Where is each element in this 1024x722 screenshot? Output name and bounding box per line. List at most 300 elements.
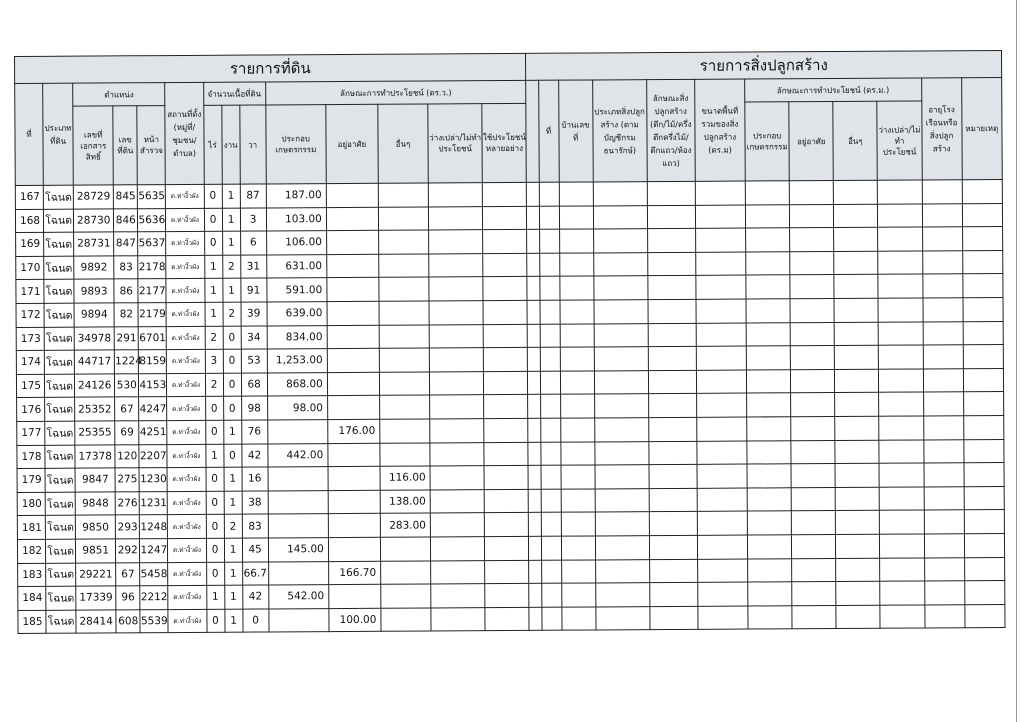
empty-cell <box>594 394 648 418</box>
doc-number: 9848 <box>75 492 115 516</box>
empty-cell <box>648 370 696 394</box>
doc-number: 44717 <box>74 350 114 374</box>
empty-cell <box>528 371 540 395</box>
col-parcel-no: เลขที่ดิน <box>113 106 138 185</box>
empty-cell <box>540 442 560 466</box>
parcel-number: 67 <box>116 562 140 586</box>
empty-cell <box>541 536 561 560</box>
empty-cell <box>541 489 561 513</box>
area-rai: 1 <box>206 585 224 609</box>
empty-cell <box>594 370 648 394</box>
doc-number: 9851 <box>76 539 116 563</box>
land-agri-value: 639.00 <box>267 302 327 326</box>
empty-cell <box>648 252 696 276</box>
empty-cell <box>484 348 528 372</box>
empty-cell <box>922 203 962 227</box>
empty-cell <box>431 537 485 561</box>
doc-type: โฉนด <box>45 468 75 492</box>
parcel-number: 86 <box>114 279 138 303</box>
empty-cell <box>697 441 747 465</box>
area-ngan: 1 <box>224 467 242 491</box>
land-other-value <box>379 348 429 372</box>
empty-cell <box>595 512 649 536</box>
parcel-number: 608 <box>116 609 140 633</box>
empty-cell <box>695 181 745 205</box>
land-other-value <box>379 301 429 325</box>
location: ต.ท่างิ้วผัง <box>167 444 205 468</box>
empty-cell <box>594 323 648 347</box>
parcel-number: 120 <box>115 444 139 468</box>
empty-cell <box>540 371 560 395</box>
empty-cell <box>695 205 745 229</box>
empty-cell <box>835 440 879 464</box>
empty-cell <box>649 512 697 536</box>
doc-type: โฉนด <box>45 397 75 421</box>
empty-cell <box>747 393 791 417</box>
empty-cell <box>836 581 880 605</box>
land-residential-value <box>327 278 379 302</box>
empty-cell <box>962 250 1002 274</box>
area-rai: 0 <box>206 609 224 633</box>
empty-cell <box>963 297 1003 321</box>
col-land-residential: อยู่อาศัย <box>326 104 379 183</box>
area-wa: 66.7 <box>242 561 268 585</box>
empty-cell <box>879 322 923 346</box>
doc-type: โฉนด <box>46 610 76 634</box>
area-wa: 31 <box>240 255 266 279</box>
empty-cell <box>923 298 963 322</box>
empty-cell <box>791 369 835 393</box>
row-number: 171 <box>16 280 44 304</box>
empty-cell <box>922 250 962 274</box>
empty-cell <box>924 463 964 487</box>
empty-cell <box>430 419 484 443</box>
empty-cell <box>560 347 594 371</box>
empty-cell <box>835 369 879 393</box>
empty-cell <box>879 463 923 487</box>
empty-cell <box>748 535 792 559</box>
empty-cell <box>834 322 878 346</box>
col-land-no: ที่ <box>15 83 44 185</box>
survey-page: 1248 <box>140 515 168 539</box>
empty-cell <box>696 275 746 299</box>
empty-cell <box>559 229 593 253</box>
parcel-number: 847 <box>114 232 138 256</box>
empty-cell <box>697 488 747 512</box>
empty-cell <box>649 488 697 512</box>
land-residential-value <box>327 325 379 349</box>
empty-cell <box>529 513 541 537</box>
empty-cell <box>748 605 792 629</box>
empty-cell <box>484 371 528 395</box>
land-residential-value <box>327 254 379 278</box>
doc-type: โฉนด <box>45 374 75 398</box>
empty-cell <box>835 487 879 511</box>
empty-cell <box>924 604 964 628</box>
empty-cell <box>964 439 1004 463</box>
group-building-usage: ลักษณะการทำประโยชน์ (ตร.ม.) <box>745 78 922 102</box>
empty-cell <box>791 464 835 488</box>
empty-cell <box>698 606 748 630</box>
empty-cell <box>924 534 964 558</box>
empty-cell <box>834 275 878 299</box>
doc-number: 9893 <box>74 279 114 303</box>
empty-cell <box>923 416 963 440</box>
land-agri-value <box>268 467 328 491</box>
area-rai: 0 <box>206 538 224 562</box>
empty-cell <box>963 321 1003 345</box>
empty-cell <box>879 416 923 440</box>
doc-number: 28730 <box>74 208 114 232</box>
empty-cell <box>541 560 561 584</box>
doc-number: 29221 <box>76 562 116 586</box>
empty-cell <box>541 607 561 631</box>
empty-cell <box>696 299 746 323</box>
survey-page: 2179 <box>138 303 166 327</box>
area-wa: 42 <box>241 443 267 467</box>
empty-cell <box>697 535 747 559</box>
empty-cell <box>595 536 649 560</box>
empty-cell <box>880 605 924 629</box>
empty-cell <box>429 206 483 230</box>
area-wa: 38 <box>242 491 268 515</box>
empty-cell <box>485 560 529 584</box>
empty-cell <box>790 228 834 252</box>
row-number: 176 <box>17 398 45 422</box>
row-number: 175 <box>16 374 44 398</box>
empty-cell <box>963 345 1003 369</box>
land-agri-value: 542.00 <box>268 585 328 609</box>
doc-type: โฉนด <box>44 209 74 233</box>
survey-page: 4153 <box>139 373 167 397</box>
empty-cell <box>747 417 791 441</box>
empty-cell <box>541 583 561 607</box>
empty-cell <box>791 511 835 535</box>
parcel-number: 96 <box>116 586 140 610</box>
empty-cell <box>748 558 792 582</box>
empty-cell <box>528 418 540 442</box>
empty-cell <box>746 228 790 252</box>
empty-cell <box>528 442 540 466</box>
land-agri-value <box>267 420 327 444</box>
land-other-value <box>379 277 429 301</box>
area-wa: 76 <box>241 420 267 444</box>
area-rai: 0 <box>206 515 224 539</box>
col-bldg-vacant: ว่างเปล่า/ไม่ทำประโยชน์ <box>877 101 922 180</box>
empty-cell <box>791 416 835 440</box>
empty-cell <box>560 300 594 324</box>
land-residential-value <box>328 490 380 514</box>
area-ngan: 1 <box>222 231 240 255</box>
empty-cell <box>880 510 924 534</box>
empty-cell <box>963 392 1003 416</box>
empty-cell <box>963 368 1003 392</box>
area-rai: 1 <box>205 444 223 468</box>
empty-cell <box>697 417 747 441</box>
land-other-value <box>379 230 429 254</box>
empty-cell <box>747 487 791 511</box>
empty-cell <box>485 536 529 560</box>
empty-cell <box>483 324 527 348</box>
empty-cell <box>792 605 836 629</box>
area-ngan: 1 <box>224 491 242 515</box>
empty-cell <box>648 394 696 418</box>
area-ngan: 2 <box>224 514 242 538</box>
parcel-number: 293 <box>116 515 140 539</box>
row-number: 169 <box>16 233 44 257</box>
empty-cell <box>834 251 878 275</box>
doc-type: โฉนด <box>45 492 75 516</box>
land-residential-value <box>328 466 380 490</box>
area-rai: 0 <box>204 184 222 208</box>
parcel-number: 69 <box>115 421 139 445</box>
doc-number: 28414 <box>76 610 116 634</box>
empty-cell <box>835 463 879 487</box>
location: ต.ท่างิ้วผัง <box>168 585 206 609</box>
empty-cell <box>698 582 748 606</box>
survey-page: 8159 <box>139 350 167 374</box>
empty-cell <box>561 559 595 583</box>
survey-page: 1231 <box>139 491 167 515</box>
empty-cell <box>696 346 746 370</box>
empty-cell <box>528 465 540 489</box>
location: ต.ท่างิ้วผัง <box>168 562 206 586</box>
empty-cell <box>964 581 1004 605</box>
group-land-usage: ลักษณะการทำประโยชน์ (ตร.ว.) <box>265 80 526 105</box>
land-residential-value <box>326 183 378 207</box>
row-number: 184 <box>18 586 46 610</box>
col-building-age: อายุโรงเรือนหรือสิ่งปลูกสร้าง <box>921 78 962 180</box>
empty-cell <box>593 182 647 206</box>
empty-cell <box>835 345 879 369</box>
empty-cell <box>836 511 880 535</box>
doc-number: 25355 <box>75 421 115 445</box>
land-agri-value <box>268 490 328 514</box>
area-rai: 1 <box>204 279 222 303</box>
doc-type: โฉนด <box>43 185 73 209</box>
empty-cell <box>834 204 878 228</box>
land-section-title: รายการที่ดิน <box>15 53 527 83</box>
group-area: จำนวนเนื้อที่ดิน <box>203 82 265 105</box>
area-wa: 42 <box>242 585 268 609</box>
empty-cell <box>429 348 483 372</box>
empty-cell <box>962 203 1002 227</box>
land-residential-value: 176.00 <box>328 419 380 443</box>
empty-cell <box>746 252 790 276</box>
empty-cell <box>879 439 923 463</box>
empty-cell <box>922 274 962 298</box>
doc-number: 17378 <box>75 444 115 468</box>
col-location: สถานที่ตั้ง (หมู่ที่/ชุมชน/ตำบล) <box>165 82 204 184</box>
empty-cell <box>430 513 484 537</box>
empty-cell <box>746 346 790 370</box>
survey-rows <box>15 179 1005 633</box>
empty-cell <box>430 371 484 395</box>
empty-cell <box>649 559 697 583</box>
col-house-no: บ้านเลขที่ <box>558 80 593 182</box>
empty-cell <box>923 439 963 463</box>
area-ngan: 1 <box>223 420 241 444</box>
col-bldg-agri: ประกอบเกษตรกรรม <box>745 102 790 181</box>
empty-cell <box>650 582 698 606</box>
doc-type: โฉนด <box>44 256 74 280</box>
row-number: 170 <box>16 256 44 280</box>
empty-cell <box>540 347 560 371</box>
empty-cell <box>540 324 560 348</box>
empty-cell <box>922 180 962 204</box>
building-section-title: รายการสิ่งปลูกสร้าง <box>526 50 1002 80</box>
land-residential-value <box>328 443 380 467</box>
empty-cell <box>747 440 791 464</box>
empty-cell <box>595 583 649 607</box>
doc-number: 34978 <box>74 326 114 350</box>
empty-cell <box>698 559 748 583</box>
land-agri-value: 103.00 <box>266 207 326 231</box>
empty-cell <box>880 581 924 605</box>
area-rai: 0 <box>205 397 223 421</box>
area-rai: 1 <box>204 255 222 279</box>
empty-cell <box>527 229 539 253</box>
survey-page: 5635 <box>138 185 166 209</box>
land-agri-value: 442.00 <box>268 443 328 467</box>
empty-cell <box>529 489 541 513</box>
empty-cell <box>594 276 648 300</box>
empty-cell <box>430 466 484 490</box>
land-residential-value <box>327 396 379 420</box>
empty-cell <box>559 276 593 300</box>
area-wa: 91 <box>240 278 266 302</box>
empty-cell <box>834 180 878 204</box>
location: ต.ท่างิ้วผัง <box>168 491 206 515</box>
area-wa: 3 <box>240 208 266 232</box>
empty-cell <box>429 230 483 254</box>
col-blank-divider <box>526 80 539 182</box>
empty-cell <box>964 463 1004 487</box>
land-other-value <box>381 584 431 608</box>
col-land-vacant: ว่างเปล่า/ไม่ทำประโยชน์ <box>428 104 483 183</box>
col-bldg-other: อื่นๆ <box>833 101 878 180</box>
location: ต.ท่างิ้วผัง <box>166 208 204 232</box>
doc-number: 9892 <box>74 256 114 280</box>
location: ต.ท่างิ้วผัง <box>166 279 204 303</box>
empty-cell <box>483 230 527 254</box>
page-edge-line <box>1016 0 1017 722</box>
area-rai: 2 <box>205 326 223 350</box>
empty-cell <box>559 182 593 206</box>
empty-cell <box>431 607 485 631</box>
empty-cell <box>429 324 483 348</box>
land-residential-value <box>329 584 381 608</box>
location: ต.ท่างิ้วผัง <box>167 467 205 491</box>
empty-cell <box>539 206 559 230</box>
col-ngan: งาน <box>221 105 240 184</box>
empty-cell <box>430 442 484 466</box>
survey-page: 1230 <box>139 468 167 492</box>
land-other-value: 283.00 <box>380 513 430 537</box>
empty-cell <box>485 607 529 631</box>
land-agri-value <box>268 514 328 538</box>
land-residential-value <box>328 514 380 538</box>
land-other-value <box>380 395 430 419</box>
survey-page: 5539 <box>140 609 168 633</box>
empty-cell <box>559 206 593 230</box>
empty-cell <box>834 298 878 322</box>
parcel-number: 67 <box>115 397 139 421</box>
parcel-number: 82 <box>114 303 138 327</box>
group-location: ตำแหน่ง <box>73 83 165 107</box>
empty-cell <box>429 253 483 277</box>
empty-cell <box>880 534 924 558</box>
col-land-multi: ใช้ประโยชน์หลายอย่าง <box>482 103 527 182</box>
location: ต.ท่างิ้วผัง <box>167 420 205 444</box>
location: ต.ท่างิ้วผัง <box>168 538 206 562</box>
land-residential-value <box>328 537 380 561</box>
area-rai: 3 <box>205 349 223 373</box>
land-other-value <box>380 442 430 466</box>
empty-cell <box>792 582 836 606</box>
area-wa: 6 <box>240 231 266 255</box>
doc-type: โฉนด <box>45 421 75 445</box>
col-rai: ไร่ <box>203 105 222 184</box>
land-agri-value: 98.00 <box>267 396 327 420</box>
empty-cell <box>878 274 922 298</box>
empty-cell <box>791 440 835 464</box>
empty-cell <box>792 534 836 558</box>
empty-cell <box>595 488 649 512</box>
empty-cell <box>539 277 559 301</box>
area-ngan: 0 <box>223 396 241 420</box>
doc-type: โฉนด <box>44 232 74 256</box>
area-ngan: 1 <box>224 538 242 562</box>
empty-cell <box>649 417 697 441</box>
empty-cell <box>595 441 649 465</box>
empty-cell <box>596 606 650 630</box>
empty-cell <box>649 464 697 488</box>
row-number: 183 <box>18 563 46 587</box>
empty-cell <box>790 322 834 346</box>
empty-cell <box>484 418 528 442</box>
land-agri-value: 631.00 <box>266 254 326 278</box>
empty-cell <box>746 322 790 346</box>
empty-cell <box>695 228 745 252</box>
location: ต.ท่างิ้วผัง <box>167 397 205 421</box>
area-rai: 0 <box>206 491 224 515</box>
land-residential-value: 100.00 <box>329 608 381 632</box>
empty-cell <box>647 181 695 205</box>
parcel-number: 530 <box>115 373 139 397</box>
empty-cell <box>922 227 962 251</box>
doc-number: 28731 <box>74 232 114 256</box>
land-other-value <box>378 183 428 207</box>
row-number: 177 <box>17 421 45 445</box>
survey-page: 2212 <box>140 586 168 610</box>
land-other-value: 138.00 <box>380 490 430 514</box>
survey-page: 2177 <box>138 279 166 303</box>
empty-cell <box>528 347 540 371</box>
survey-page: 2207 <box>139 444 167 468</box>
empty-cell <box>483 300 527 324</box>
location: ต.ท่างิ้วผัง <box>166 255 204 279</box>
survey-page: 5637 <box>138 232 166 256</box>
land-agri-value: 834.00 <box>267 325 327 349</box>
land-agri-value: 145.00 <box>268 537 328 561</box>
empty-cell <box>963 415 1003 439</box>
empty-cell <box>593 229 647 253</box>
doc-number: 9850 <box>75 515 115 539</box>
row-number: 168 <box>15 209 43 233</box>
empty-cell <box>561 536 595 560</box>
row-number: 172 <box>16 303 44 327</box>
